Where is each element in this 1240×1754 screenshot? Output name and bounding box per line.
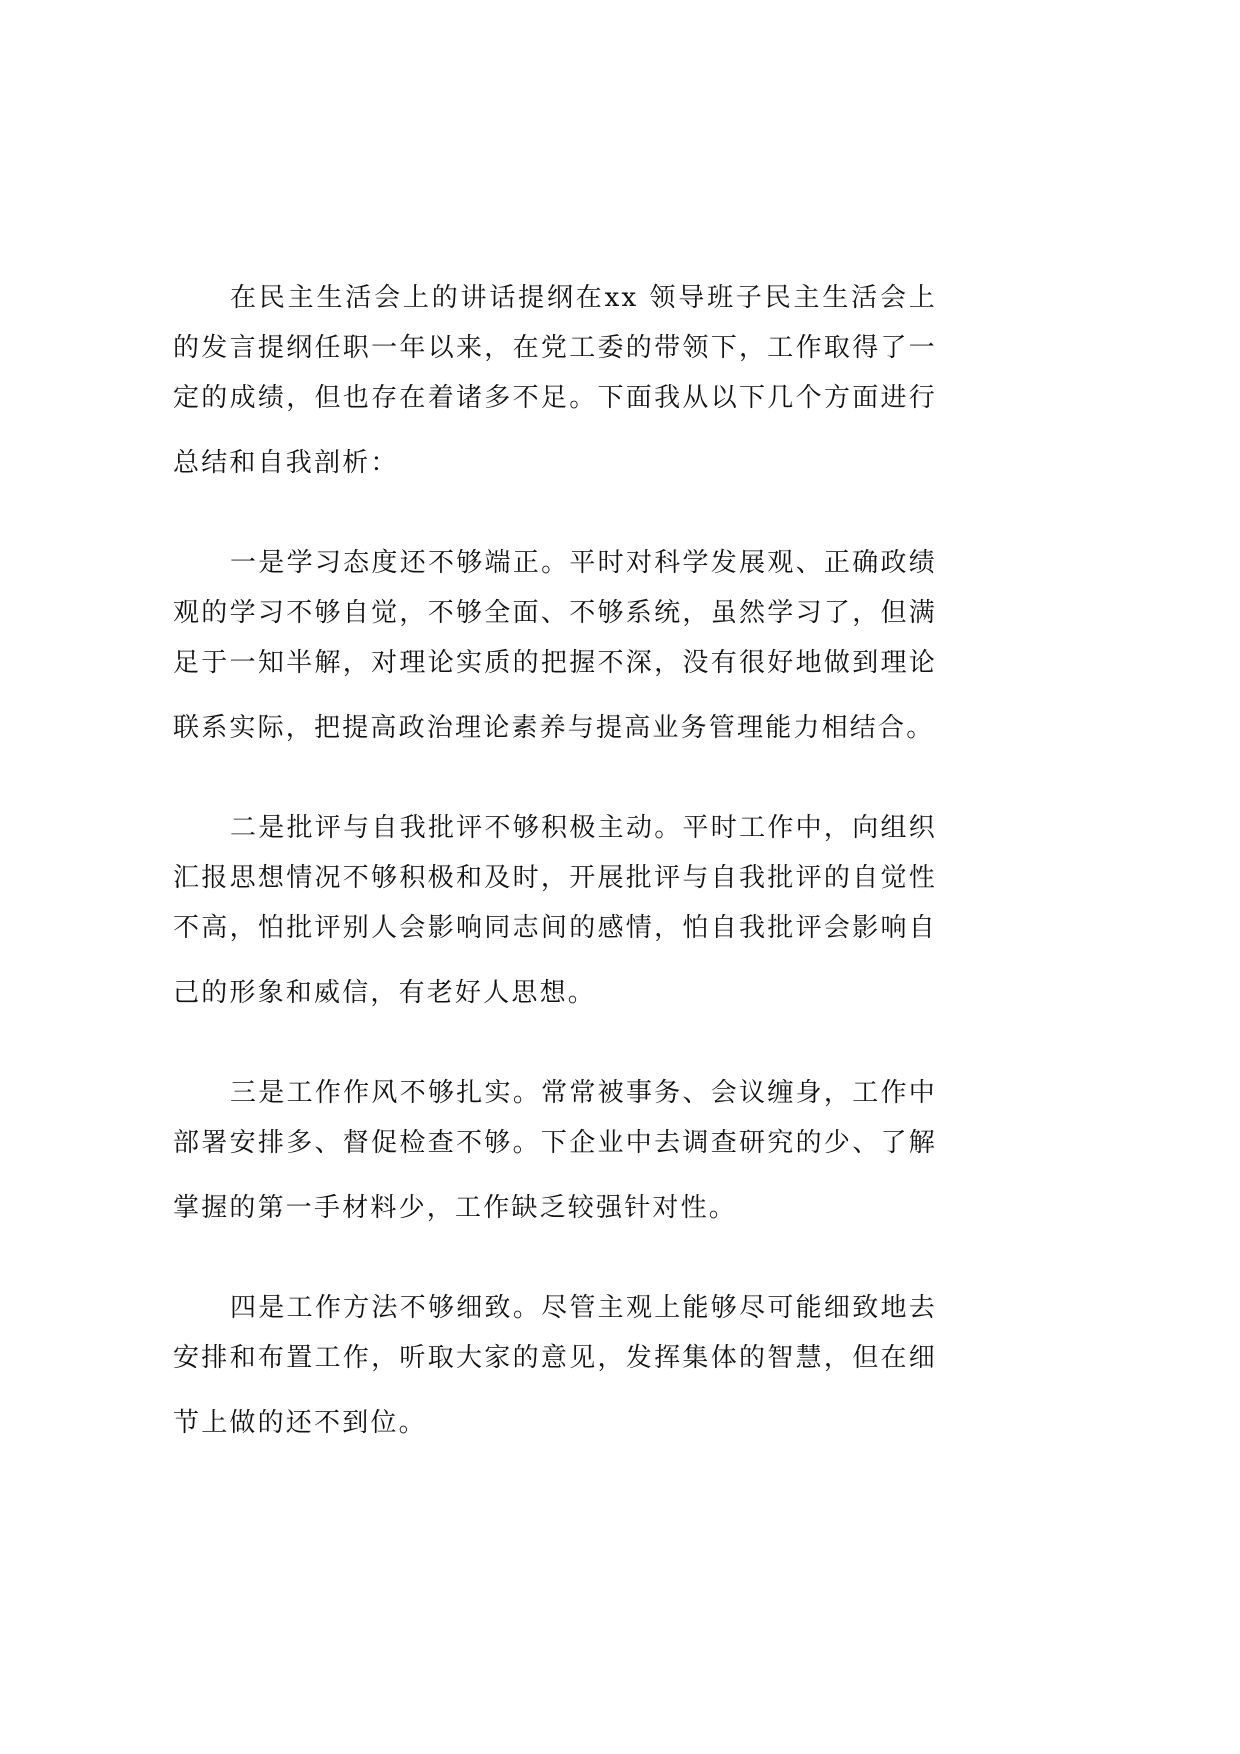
text-line: 二是批评与自我批评不够积极主动。平时工作中，向组织: [230, 813, 937, 843]
text-line: 的发言提纲任职一年以来，在党工委的带领下，工作取得了一: [173, 333, 937, 363]
text-line: 联系实际，把提高政治理论素养与提高业务管理能力相结合。: [173, 713, 935, 743]
text-line: 足于一知半解，对理论实质的把握不深，没有很好地做到理论: [173, 648, 937, 678]
paragraph-intro: [173, 273, 937, 488]
text-line: 四是工作方法不够细致。尽管主观上能够尽可能细致地去: [230, 1293, 937, 1323]
paragraph-point-1: [173, 538, 937, 753]
text-line: 节上做的还不到位。: [173, 1408, 427, 1438]
paragraph-point-3: [173, 1068, 937, 1233]
text-line: 观的学习不够自觉，不够全面、不够系统，虽然学习了，但满: [173, 598, 937, 628]
paragraph-point-2: [173, 803, 937, 1018]
text-line: 部署安排多、督促检查不够。下企业中去调查研究的少、了解: [173, 1128, 937, 1158]
text-line: 己的形象和威信，有老好人思想。: [173, 978, 597, 1008]
document-body: [173, 273, 937, 1448]
text-line: 在民主生活会上的讲话提纲在xx 领导班子民主生活会上: [230, 283, 937, 313]
paragraph-point-4: [173, 1283, 937, 1448]
text-line: 不高，怕批评别人会影响同志间的感情，怕自我批评会影响自: [173, 913, 937, 943]
text-line: 总结和自我剖析：: [173, 448, 399, 478]
text-line: 三是工作作风不够扎实。常常被事务、会议缠身，工作中: [230, 1078, 937, 1108]
text-line: 掌握的第一手材料少，工作缺乏较强针对性。: [173, 1193, 738, 1223]
text-line: 汇报思想情况不够积极和及时，开展批评与自我批评的自觉性: [173, 863, 937, 893]
text-line: 安排和布置工作，听取大家的意见，发挥集体的智慧，但在细: [173, 1343, 937, 1373]
text-line: 一是学习态度还不够端正。平时对科学发展观、正确政绩: [230, 548, 937, 578]
text-line: 定的成绩，但也存在着诸多不足。下面我从以下几个方面进行: [173, 383, 937, 413]
